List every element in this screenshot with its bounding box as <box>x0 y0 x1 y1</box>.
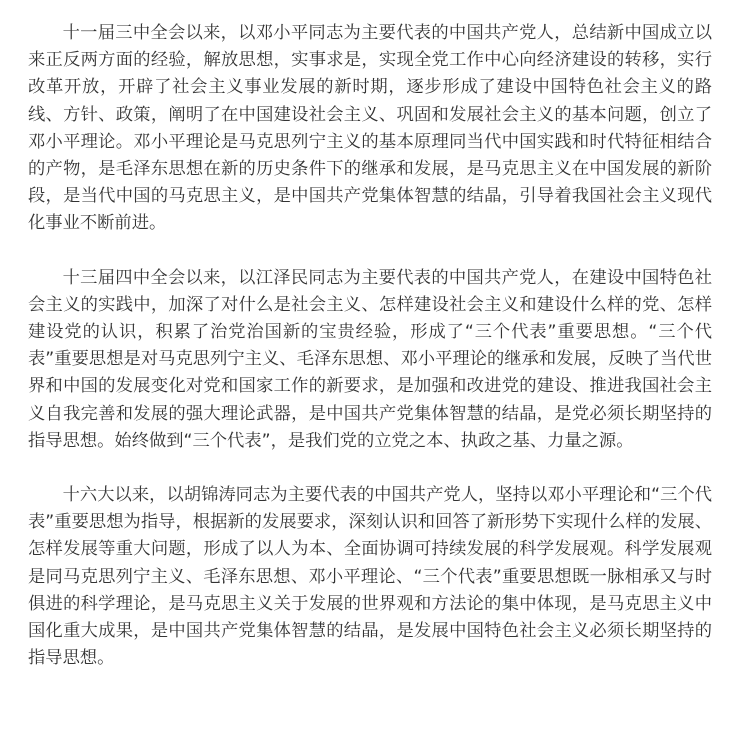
article-body <box>28 20 712 672</box>
paragraph-3: 十六大以来，以胡锦涛同志为主要代表的中国共产党人，坚持以邓小平理论和“三个代表”重要思想为指导，根据新的发展要求，深刻认识和回答了新形势下实现什么样的发展、怎样发展等重大问题，形成了以人为本、全面协调可持续发展的科学发展观。科学发展观是同马克思列宁主义、毛泽东思想、邓小平理论、“三个代表”重要思想既一脉相承又与时俱进的科学理论，是马克思主义关于发展的世界观和方法论的集中体现，是马克思主义中国化重大成果，是中国共产党集体智慧的结晶，是发展中国特色社会主义必须长期坚持的指导思想。 <box>28 485 712 669</box>
paragraph-2: 十三届四中全会以来，以江泽民同志为主要代表的中国共产党人，在建设中国特色社会主义的实践中，加深了对什么是社会主义、怎样建设社会主义和建设什么样的党、怎样建设党的认识，积累了治党治国新的宝贵经验，形成了“三个代表”重要思想。“三个代表”重要思想是对马克思列宁主义、毛泽东思想、邓小平理论的继承和发展，反映了当代世界和中国的发展变化对党和国家工作的新要求，是加强和改进党的建设、推进我国社会主义自我完善和发展的强大理论武器，是中国共产党集体智慧的结晶，是党必须长期坚持的指导思想。始终做到“三个代表”，是我们党的立党之本、执政之基、力量之源。 <box>28 267 712 451</box>
paragraph-1: 十一届三中全会以来，以邓小平同志为主要代表的中国共产党人，总结新中国成立以来正反两方面的经验，解放思想，实事求是，实现全党工作中心向经济建设的转移，实行改革开放，开辟了社会主义事业发展的新时期，逐步形成了建设中国特色社会主义的路线、方针、政策，阐明了在中国建设社会主义、巩固和发展社会主义的基本问题，创立了邓小平理论。邓小平理论是马克思列宁主义的基本原理同当代中国实践和时代特征相结合的产物，是毛泽东思想在新的历史条件下的继承和发展，是马克思主义在中国发展的新阶段，是当代中国的马克思主义，是中国共产党集体智慧的结晶，引导着我国社会主义现代化事业不断前进。 <box>28 23 712 234</box>
